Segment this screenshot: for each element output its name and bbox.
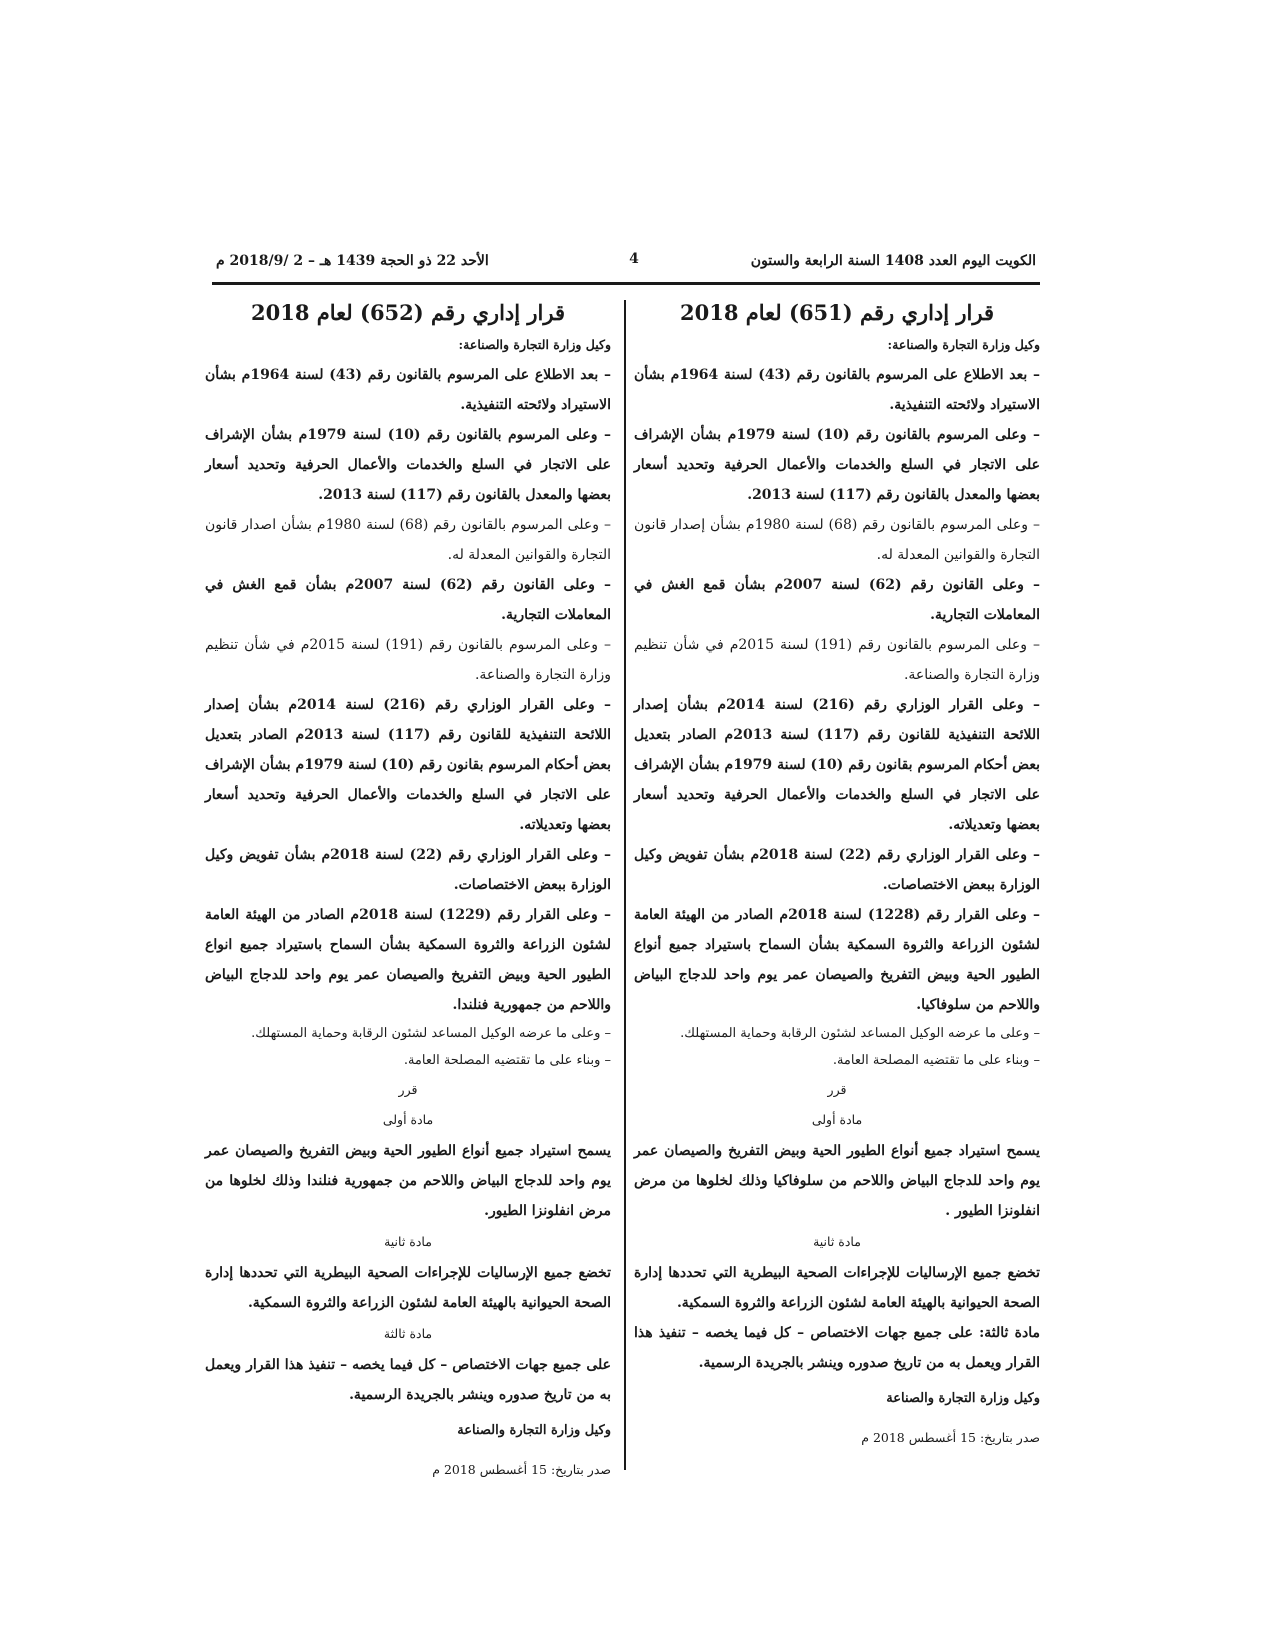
decided-heading: قرر [398,1082,418,1097]
signature: وكيل وزارة التجارة والصناعة [886,1391,1040,1406]
decision-title: قرار إداري رقم (652) لعام 2018 [250,300,566,325]
header-issue-info: الكويت اليوم العدد 1408 السنة الرابعة والستون [750,253,1036,269]
decision-issuer: وكيل وزارة التجارة والصناعة: [887,337,1040,352]
preamble-item: – وعلى القرار الوزاري رقم (216) لسنة 2014م بشأن إصدار اللائحة التنفيذية للقانون رقم (117) لسنة 2013م الصادر بتعديل بعض أحكام المرسوم بقانون رقم (10) لسنة 1979م بشأن الإشراف على الاتجار في السلع والخدمات والأعمال الحرفية وتحديد أسعار بعضها وتعديلاته. [205,697,612,833]
article-2-text: تخضع جميع الإرساليات للإجراءات الصحية البيطرية التي تحددها إدارة الصحة الحيوانية بالهيئة العامة لشئون الزراعة والثروة السمكية. [634,1265,1040,1311]
article-2-heading: مادة ثانية [384,1234,432,1249]
article-1-text: يسمح استيراد جميع أنواع الطيور الحية وبيض التفريخ والصيصان عمر يوم واحد للدجاج البياض واللاحم من جمهورية فنلندا وذلك لخلوها من مرض انفلونزا الطيور. [205,1143,611,1219]
decided-heading: قرر [827,1082,847,1097]
article-1-heading: مادة أولى [811,1112,863,1127]
signature: وكيل وزارة التجارة والصناعة [457,1423,611,1438]
issued-date: صدر بتاريخ: 15 أغسطس 2018 م [432,1462,611,1477]
decision-652-column [205,298,611,1484]
page-header [212,249,1040,275]
preamble-item: – وعلى المرسوم بالقانون رقم (191) لسنة 2015م في شأن تنظيم وزارة التجارة والصناعة. [634,637,1040,683]
preamble-item: – وعلى ما عرضه الوكيل المساعد لشئون الرقابة وحماية المستهلك. [680,1026,1040,1041]
preamble-item: – وعلى القانون رقم (62) لسنة 2007م بشأن قمع الغش في المعاملات التجارية. [634,577,1041,623]
preamble-item: – وعلى المرسوم بالقانون رقم (10) لسنة 1979م بشأن الإشراف على الاتجار في السلع والخدمات والأعمال الحرفية وتحديد أسعار بعضها والمعدل بالقانون رقم (117) لسنة 2013. [634,427,1040,503]
preamble-item: – وعلى المرسوم بالقانون رقم (68) لسنة 1980م بشأن إصدار قانون التجارة والقوانين المعدلة له. [634,517,1040,563]
preamble-item: – وعلى القرار الوزاري رقم (22) لسنة 2018م بشأن تفويض وكيل الوزارة ببعض الاختصاصات. [634,847,1040,893]
article-3-text: على جميع جهات الاختصاص – كل فيما يخصه – تنفيذ هذا القرار ويعمل به من تاريخ صدوره وينشر بالجريدة الرسمية. [205,1357,611,1403]
decision-issuer: وكيل وزارة التجارة والصناعة: [458,337,611,352]
preamble-item: – وعلى المرسوم بالقانون رقم (10) لسنة 1979م بشأن الإشراف على الاتجار في السلع والخدمات والأعمال الحرفية وتحديد أسعار بعضها والمعدل بالقانون رقم (117) لسنة 2013. [205,427,611,503]
preamble-item: – وعلى القرار رقم (1229) لسنة 2018م الصادر من الهيئة العامة لشئون الزراعة والثروة السمكية بشأن السماح باستيراد جميع انواع الطيور الحية وبيض التفريخ والصيصان عمر يوم واحد للدجاج البياض واللاحم من جمهورية فنلندا. [205,907,612,1013]
preamble-item: – وبناء على ما تقتضيه المصلحة العامة. [832,1053,1040,1068]
preamble-item: – وعلى ما عرضه الوكيل المساعد لشئون الرقابة وحماية المستهلك. [251,1026,611,1041]
preamble-item: – وعلى القرار الوزاري رقم (216) لسنة 2014م بشأن إصدار اللائحة التنفيذية للقانون رقم (117) لسنة 2013م الصادر بتعديل بعض أحكام المرسوم بقانون رقم (10) لسنة 1979م بشأن الإشراف على الاتجار في السلع والخدمات والأعمال الحرفية وتحديد أسعار بعضها وتعديلاته. [634,697,1041,833]
preamble-item: – وعلى المرسوم بالقانون رقم (191) لسنة 2015م في شأن تنظيم وزارة التجارة والصناعة. [205,637,611,683]
header-rule [212,282,1040,285]
issued-date: صدر بتاريخ: 15 أغسطس 2018 م [861,1430,1040,1445]
page-number: 4 [629,251,639,267]
preamble-item: – وعلى المرسوم بالقانون رقم (68) لسنة 1980م بشأن اصدار قانون التجارة والقوانين المعدلة له. [205,517,611,563]
article-2-text: تخضع جميع الإرساليات للإجراءات الصحية البيطرية التي تحددها إدارة الصحة الحيوانية بالهيئة العامة لشئون الزراعة والثروة السمكية. [205,1265,611,1311]
decision-title: قرار إداري رقم (651) لعام 2018 [679,300,995,325]
preamble-item: – بعد الاطلاع على المرسوم بالقانون رقم (43) لسنة 1964م بشأن الاستيراد ولائحته التنفيذية. [634,367,1040,413]
preamble-item: – وعلى القرار رقم (1228) لسنة 2018م الصادر من الهيئة العامة لشئون الزراعة والثروة السمكية بشأن السماح باستيراد جميع أنواع الطيور الحية وبيض التفريخ والصيصان عمر يوم واحد للدجاج البياض واللاحم من سلوفاكيا. [634,907,1041,1013]
preamble-item: – وعلى القانون رقم (62) لسنة 2007م بشأن قمع الغش في المعاملات التجارية. [205,577,612,623]
article-3-text: مادة ثالثة: على جميع جهات الاختصاص – كل فيما يخصه – تنفيذ هذا القرار ويعمل به من تاريخ صدوره وينشر بالجريدة الرسمية. [634,1325,1040,1371]
article-1-text: يسمح استيراد جميع أنواع الطيور الحية وبيض التفريخ والصيصان عمر يوم واحد للدجاج البياض واللاحم من سلوفاكيا وذلك لخلوها من مرض انفلونزا الطيور . [634,1143,1040,1219]
column-divider [624,300,626,1470]
header-date: الأحد 22 ذو الحجة 1439 هـ – 2 /2018/9 م [216,253,489,269]
preamble-item: – بعد الاطلاع على المرسوم بالقانون رقم (43) لسنة 1964م بشأن الاستيراد ولائحته التنفيذية. [205,367,611,413]
preamble-item: – وبناء على ما تقتضيه المصلحة العامة. [403,1053,611,1068]
preamble-item: – وعلى القرار الوزاري رقم (22) لسنة 2018م بشأن تفويض وكيل الوزارة ببعض الاختصاصات. [205,847,611,893]
article-2-heading: مادة ثانية [813,1234,861,1249]
article-1-heading: مادة أولى [382,1112,434,1127]
article-3-heading: مادة ثالثة [383,1326,433,1341]
decision-651-column [634,298,1040,1452]
